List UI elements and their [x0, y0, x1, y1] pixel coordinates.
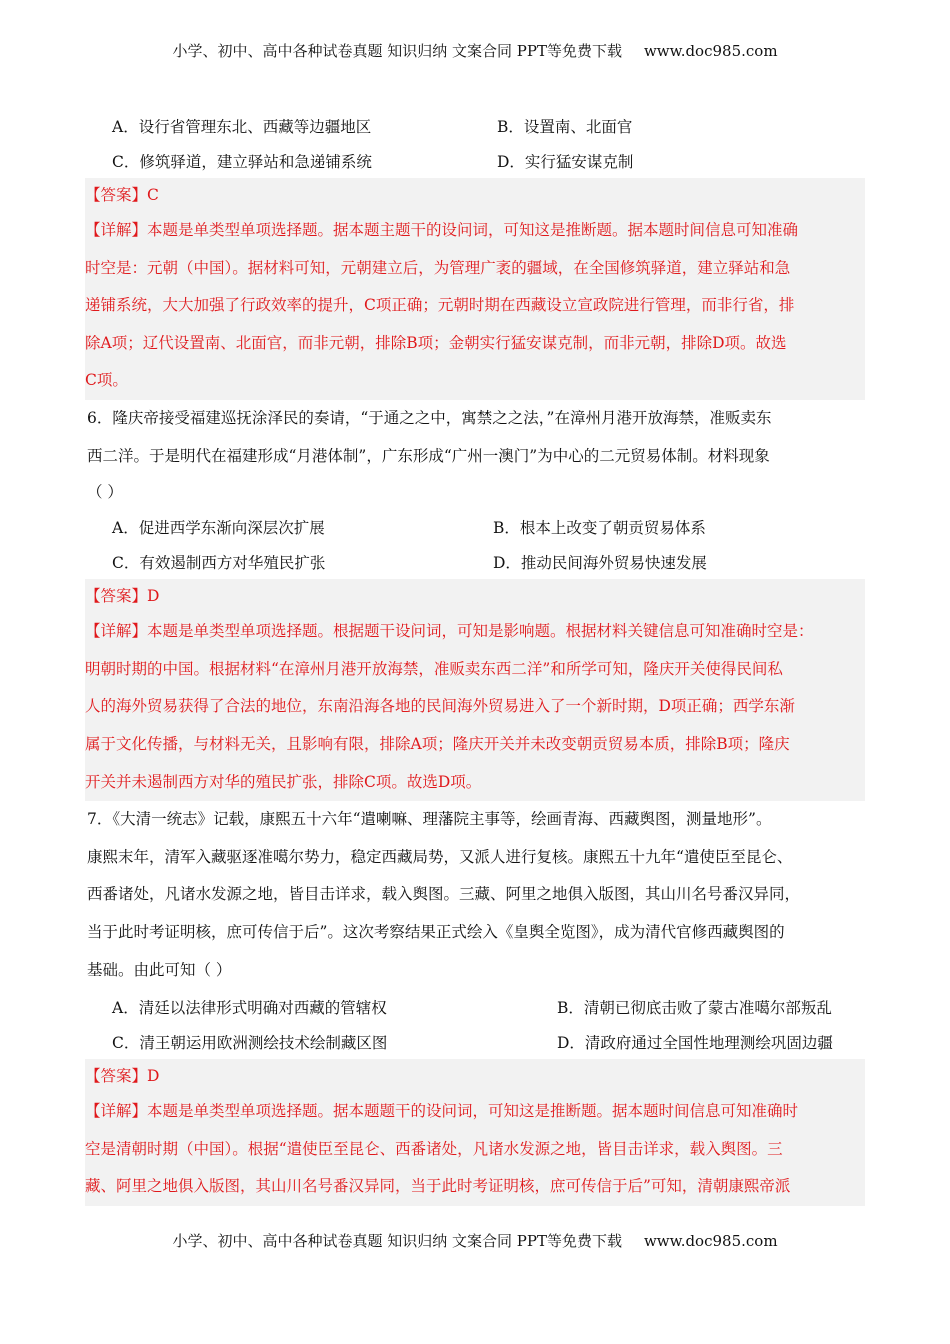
q7-options-row-2: [87, 1024, 865, 1059]
q7-stem-line: 当于此时考证明核，庶可传信于后”。这次考察结果正式绘入《皇舆全览图》，成为清代官修西藏舆图的: [87, 922, 785, 941]
q6-detail-line: 开关并未遏制西方对华的殖民扩张，排除C项。故选D项。: [85, 772, 482, 791]
q6-stem-line: 6．隆庆帝接受福建巡抚涂泽民的奏请，“于通之之中，寓禁之之法，”在漳州月港开放海禁，准贩卖东: [87, 408, 772, 427]
q6-option-c: C．有效遏制西方对华殖民扩张: [112, 553, 326, 572]
q6-option-a: A．促进西学东渐向深层次扩展: [112, 518, 325, 537]
q7-stem-line: 基础。由此可知（ ）: [87, 960, 232, 979]
page-header: [0, 40, 950, 61]
header-site: www.doc985.com: [643, 42, 778, 60]
q5-options-row-2: [87, 143, 865, 178]
q5-option-a: A．设行省管理东北、西藏等边疆地区: [112, 117, 372, 136]
q6-answer-box: [85, 579, 865, 801]
q7-stem-line: 7．《大清一统志》记载，康熙五十六年“遣喇嘛、理藩院主事等，绘画青海、西藏舆图，测量地形”。: [87, 810, 772, 829]
q6-detail-line: 人的海外贸易获得了合法的地位，东南沿海各地的民间海外贸易进入了一个新时期，D项正确；西学东渐: [85, 697, 795, 716]
q6-stem-paren: （ ）: [87, 483, 123, 502]
q6-stem-line: 西二洋。于是明代在福建形成“月港体制”，广东形成“广州一澳门”为中心的二元贸易体制。材料现象: [87, 446, 770, 465]
q7-option-d: D．清政府通过全国性地理测绘巩固边疆: [557, 1033, 833, 1052]
q6-detail-line: 【详解】本题是单类型单项选择题。根据题干设问词，可知是影响题。根据材料关键信息可知准确时空是：: [85, 622, 814, 641]
q5-options-row-1: [87, 108, 865, 143]
q7-option-c: C．清王朝运用欧洲测绘技术绘制藏区图: [112, 1033, 388, 1052]
page-footer: [0, 1230, 950, 1251]
q5-option-c: C．修筑驿道，建立驿站和急递铺系统: [112, 152, 372, 171]
q5-option-d: D．实行猛安谋克制: [497, 152, 634, 171]
q7-option-b: B．清朝已彻底击败了蒙古准噶尔部叛乱: [557, 998, 832, 1017]
q7-answer-box: [85, 1059, 865, 1206]
q5-answer-box: [85, 178, 865, 400]
q6-option-b: B．根本上改变了朝贡贸易体系: [493, 518, 706, 537]
q5-detail-line: 【详解】本题是单类型单项选择题。据本题主题干的设问词，可知这是推断题。据本题时间信息可知准确: [85, 221, 799, 239]
q5-detail-line: 递铺系统，大大加强了行政效率的提升，C项正确；元朝时期在西藏设立宣政院进行管理，而非行省，排: [85, 296, 795, 315]
q6-options-row-2: [87, 544, 865, 579]
q5-option-b: B．设置南、北面官: [497, 117, 633, 136]
q5-detail-line: C项。: [85, 371, 128, 390]
q7-detail-line: 藏、阿里之地俱入版图，其山川名号番汉异同，当于此时考证明核，庶可传信于后”可知，清朝康熙帝派: [85, 1177, 791, 1196]
q7-options-row-1: [87, 989, 865, 1024]
q7-detail-line: 【详解】本题是单类型单项选择题。据本题题干的设问词，可知这是推断题。据本题时间信息可知准确时: [85, 1102, 799, 1121]
q6-option-d: D．推动民间海外贸易快速发展: [493, 553, 707, 572]
q7-answer: 【答案】D: [85, 1067, 160, 1086]
q6-detail-line: 属于文化传播，与材料无关，且影响有限，排除A项；隆庆开关并未改变朝贡贸易本质，排除B项；隆庆: [85, 734, 790, 753]
footer-site: www.doc985.com: [643, 1232, 778, 1250]
q7-option-a: A．清廷以法律形式明确对西藏的管辖权: [112, 998, 387, 1017]
q5-detail-line: 除A项；辽代设置南、北面官，而非元朝，排除B项；金朝实行猛安谋克制，而非元朝，排除D项。故选: [85, 333, 787, 352]
q6-detail-line: 明朝时期的中国。根据材料“在漳州月港开放海禁，准贩卖东西二洋”和所学可知，隆庆开关使得民间私: [85, 659, 783, 678]
q6-answer: 【答案】D: [85, 587, 160, 606]
header-text: 小学、初中、高中各种试卷真题 知识归纳 文案合同 PPT等免费下载: [172, 42, 622, 60]
q7-stem-line: 康熙末年，清军入藏驱逐准噶尔势力，稳定西藏局势，又派人进行复核。康熙五十九年“遣使臣至昆仑、: [87, 847, 793, 866]
q7-detail-line: 空是清朝时期（中国）。根据“遣使臣至昆仑、西番诸处，凡诸水发源之地，皆目击详求，载入舆图。三: [85, 1139, 783, 1158]
q5-detail-line: 时空是：元朝（中国）。据材料可知，元朝建立后，为管理广袤的疆域，在全国修筑驿道，建立驿站和急: [85, 258, 791, 277]
q7-stem-line: 西番诸处，凡诸水发源之地，皆目击详求，载入舆图。三藏、阿里之地俱入版图，其山川名号番汉异同，: [87, 885, 801, 904]
footer-text: 小学、初中、高中各种试卷真题 知识归纳 文案合同 PPT等免费下载: [172, 1232, 622, 1250]
q5-answer: 【答案】C: [85, 186, 159, 204]
page-content: [87, 108, 865, 1206]
q6-options-row-1: [87, 509, 865, 544]
